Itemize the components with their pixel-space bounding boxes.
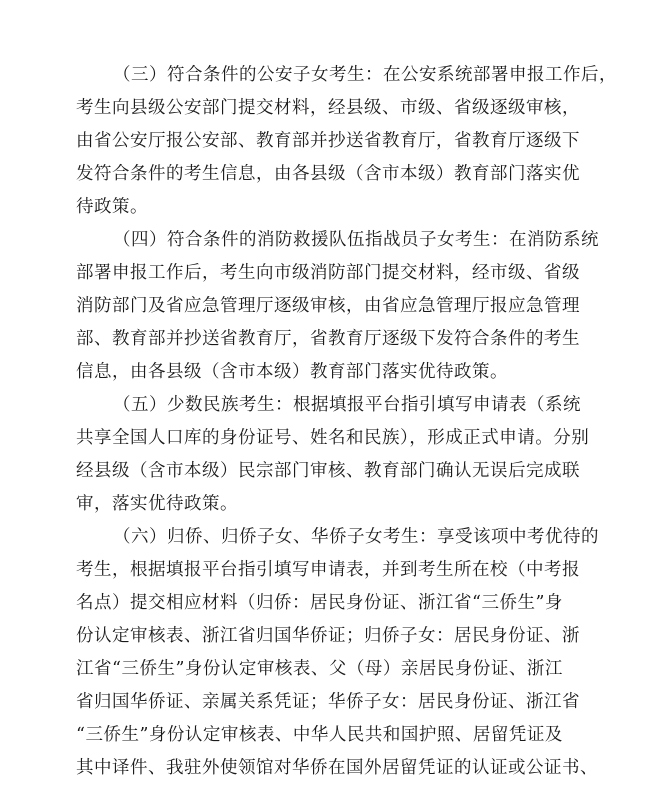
text-line: 部、教育部并抄送省教育厅，省教育厅逐级下发符合条件的考生 [76, 329, 580, 349]
text-line: 部署申报工作后，考生向市级消防部门提交材料，经市级、省级 [76, 263, 580, 283]
text-line: 江省“三侨生”身份认定审核表、父（母）亲居民身份证、浙江 [76, 659, 563, 679]
text-line: （四）符合条件的消防救援队伍指战员子女考生：在消防系统 [113, 230, 599, 250]
text-line: （六）归侨、归侨子女、华侨子女考生：享受该项中考优待的 [113, 527, 599, 547]
text-line: 其中译件、我驻外使领馆对华侨在国外居留凭证的认证或公证书、 [76, 758, 598, 778]
text-line: 信息，由各县级（含市本级）教育部门落实优待政策。 [76, 362, 508, 382]
text-line: 考生向县级公安部门提交材料，经县级、市级、省级逐级审核， [76, 98, 580, 118]
text-line: 省归国华侨证、亲属关系凭证；华侨子女：居民身份证、浙江省 [76, 692, 580, 712]
text-line: 消防部门及省应急管理厅逐级审核，由省应急管理厅报应急管理 [76, 296, 580, 316]
text-line: 考生，根据填报平台指引填写申请表，并到考生所在校（中考报 [76, 560, 580, 580]
text-line: （五）少数民族考生：根据填报平台指引填写申请表（系统 [113, 395, 581, 415]
text-line: （三）符合条件的公安子女考生：在公安系统部署申报工作后， [113, 65, 617, 85]
text-line: 经县级（含市本级）民宗部门审核、教育部门确认无误后完成联 [76, 461, 580, 481]
text-line: 审，落实优待政策。 [76, 494, 238, 514]
text-line: “三侨生”身份认定审核表、中华人民共和国护照、居留凭证及 [76, 725, 563, 745]
text-line: 由省公安厅报公安部、教育部并抄送省教育厅，省教育厅逐级下 [76, 131, 580, 151]
text-line: 共享全国人口库的身份证号、姓名和民族），形成正式申请。分别 [76, 428, 590, 448]
text-line: 份认定审核表、浙江省归国华侨证；归侨子女：居民身份证、浙 [76, 626, 580, 646]
text-line: 发符合条件的考生信息，由各县级（含市本级）教育部门落实优 [76, 164, 580, 184]
text-line: 待政策。 [76, 197, 148, 217]
text-line: 名点）提交相应材料（归侨：居民身份证、浙江省“三侨生”身 [76, 593, 563, 613]
